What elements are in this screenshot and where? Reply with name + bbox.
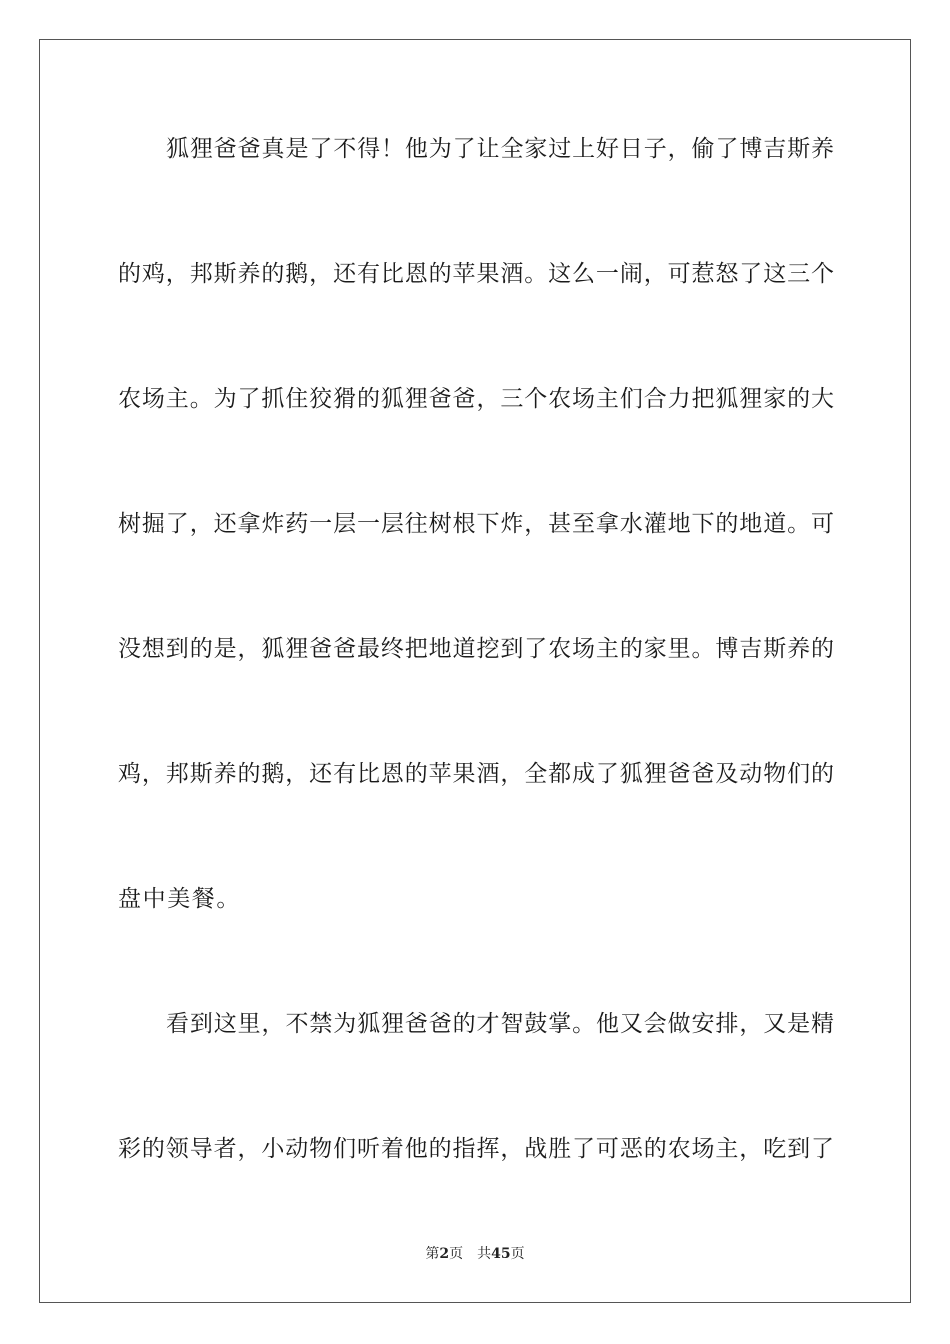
paragraph-1-line-3: 农场主。为了抓住狡猾的狐狸爸爸，三个农场主们合力把狐狸家的大 [118,386,834,412]
page-suffix: 页 [449,1246,464,1262]
page-prefix: 第 [425,1246,440,1262]
paragraph-1-line-6: 鸡，邦斯养的鹅，还有比恩的苹果酒，全都成了狐狸爸爸及动物们的 [118,761,834,787]
paragraph-1-line-5: 没想到的是，狐狸爸爸最终把地道挖到了农场主的家里。博吉斯养的 [118,636,834,662]
total-prefix: 共 [477,1246,492,1262]
total-pages: 45 [491,1246,511,1262]
paragraph-1-line-1: 狐狸爸爸真是了不得！他为了让全家过上好日子，偷了博吉斯养 [166,136,834,162]
paragraph-2-line-1: 看到这里，不禁为狐狸爸爸的才智鼓掌。他又会做安排，又是精 [166,1011,834,1037]
page-number: 2 [439,1246,450,1262]
paragraph-1-line-7: 盘中美餐。 [118,886,241,912]
paragraph-1-line-4: 树掘了，还拿炸药一层一层往树根下炸，甚至拿水灌地下的地道。可 [118,511,834,537]
page-footer [0,1244,950,1264]
total-suffix: 页 [510,1246,525,1262]
paragraph-1-line-2: 的鸡，邦斯养的鹅，还有比恩的苹果酒。这么一闹，可惹怒了这三个 [118,261,834,287]
paragraph-2-line-2: 彩的领导者，小动物们听着他的指挥，战胜了可恶的农场主，吃到了 [118,1136,834,1162]
page-border [39,39,911,1303]
